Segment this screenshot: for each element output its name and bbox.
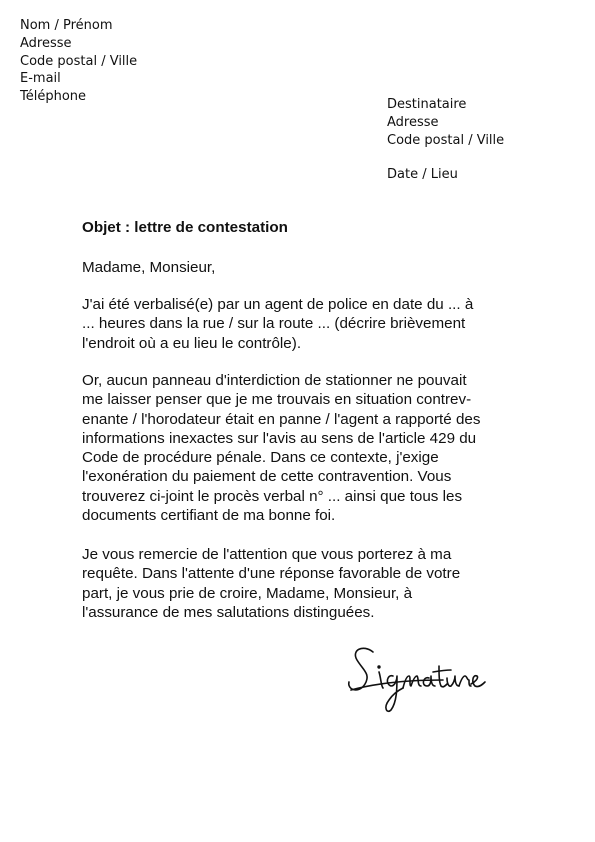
paragraph-line: Or, aucun panneau d'interdiction de stationner ne pouvait — [82, 372, 467, 389]
recipient-block — [387, 96, 504, 150]
paragraph-line: l'assurance de mes salutations distinguées. — [82, 603, 375, 621]
paragraph-line: J'ai été verbalisé(e) par un agent de police en date du ... à — [82, 296, 474, 313]
paragraph-line: ... heures dans la rue / sur la route ... (décrire brièvement — [82, 315, 466, 333]
paragraph-line: me laisser penser que je me trouvais en situation contrev- — [82, 391, 472, 409]
letter-salutation: Madame, Monsieur, — [82, 259, 216, 276]
recipient-address: Adresse — [387, 115, 439, 130]
date-place: Date / Lieu — [387, 167, 458, 182]
handwritten-signature — [343, 640, 493, 720]
paragraph-3 — [82, 545, 460, 622]
paragraph-line: Je vous remercie de l'attention que vous porterez à ma — [82, 546, 452, 563]
paragraph-line: enante / l'horodateur était en panne / l'agent a rapporté des — [82, 410, 481, 428]
paragraph-1 — [82, 295, 473, 353]
recipient-postal-city: Code postal / Ville — [387, 133, 505, 148]
paragraph-line: documents certifiant de ma bonne foi. — [82, 507, 336, 525]
paragraph-line: requête. Dans l'attente d'une réponse favorable de votre — [82, 565, 461, 583]
sender-name: Nom / Prénom — [20, 18, 113, 33]
paragraph-line: part, je vous prie de croire, Madame, Monsieur, à — [82, 584, 413, 602]
paragraph-2 — [82, 371, 480, 525]
paragraph-line: l'endroit où a eu lieu le contrôle). — [82, 334, 302, 352]
paragraph-line: l'exonération du paiement de cette contravention. Vous — [82, 468, 452, 486]
sender-email: E-mail — [20, 71, 61, 87]
letter-subject: Objet : lettre de contestation — [82, 219, 288, 236]
paragraph-line: informations inexactes sur l'avis au sens de l'article 429 du — [82, 429, 477, 447]
sender-postal-city: Code postal / Ville — [20, 53, 138, 69]
recipient-name: Destinataire — [387, 97, 467, 112]
sender-address: Adresse — [20, 35, 72, 51]
sender-phone: Téléphone — [20, 89, 87, 105]
paragraph-line: trouverez ci-joint le procès verbal n° ... ainsi que tous les — [82, 487, 463, 505]
paragraph-line: Code de procédure pénale. Dans ce contexte, j'exige — [82, 449, 439, 467]
sender-block — [20, 17, 137, 106]
